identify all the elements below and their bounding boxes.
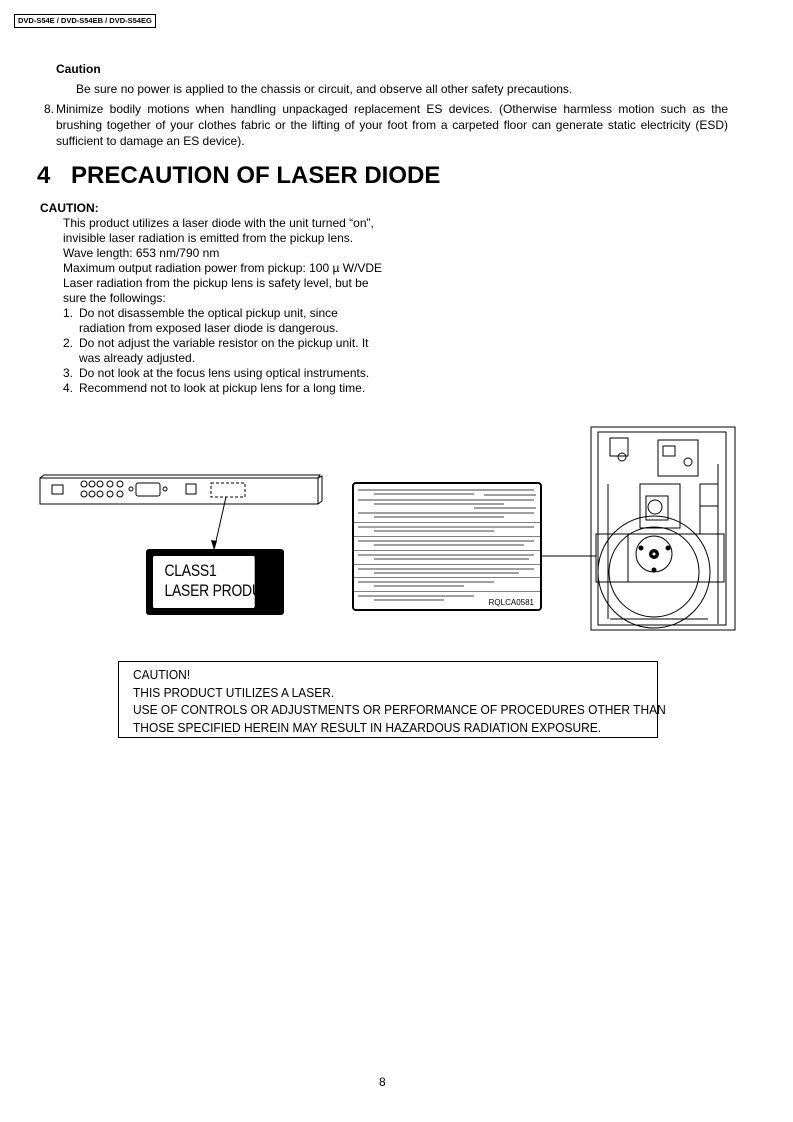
laser-caution-body [63, 216, 383, 396]
section-number: 4 [37, 162, 51, 189]
item-text: Do not look at the focus lens using optical instruments. [79, 366, 370, 380]
warning-line: CAUTION! [133, 667, 191, 682]
item-text: Recommend not to look at pickup lens for a long time. [79, 381, 366, 395]
list-item [63, 381, 383, 396]
item-number: 4. [63, 381, 74, 395]
item-number: 3. [63, 366, 74, 380]
body-line: Laser radiation from the pickup lens is safety level, but be sure the followings: [63, 276, 369, 305]
label-line: CLASS1 [164, 561, 217, 580]
body-line: Wave length: 653 nm/790 nm [63, 246, 220, 260]
page-number: 8 [379, 1075, 386, 1089]
warning-line: THIS PRODUCT UTILIZES A LASER. [133, 684, 335, 700]
body-line: Maximum output radiation power from pickup: 100 µ W/VDE [63, 261, 383, 275]
rear-panel-drawing [36, 474, 326, 554]
item-number: 1. [63, 306, 74, 320]
warning-line: THOSE SPECIFIED HEREIN MAY RESULT IN HAZARDOUS RADIATION EXPOSURE. [133, 719, 602, 735]
drive-mechanism-drawing [588, 424, 740, 634]
section-title [37, 162, 440, 190]
item-text: Minimize bodily motions when handling unpackaged replacement ES devices. (Otherwise harmless motion such as the brushing together of your clothes fabric or the lifting of your foot from a carpeted floor can generate static electricity (ESD) sufficient to damage an ES device). [56, 102, 728, 148]
label-line: LASER PRODUCT [164, 581, 280, 600]
list-item-8 [44, 101, 728, 149]
caution-heading: Caution [56, 62, 101, 76]
list-item [63, 306, 383, 336]
item-text: Do not disassemble the optical pickup unit, since radiation from exposed laser diode is dangerous. [79, 306, 339, 335]
warning-label-fineprint [354, 484, 540, 609]
caution-text: Be sure no power is applied to the chassis or circuit, and observe all other safety precautions. [76, 82, 573, 96]
multilingual-warning-label [352, 482, 542, 611]
model-header: DVD-S54E / DVD-S54EB / DVD-S54EG [14, 14, 156, 28]
label-code: RQLCA0581 [488, 598, 534, 607]
item-number: 2. [63, 336, 74, 350]
laser-warning-box [118, 661, 666, 738]
body-line: This product utilizes a laser diode with the unit turned “on”, invisible laser radiation is emitted from the pickup lens. [63, 216, 374, 245]
item-number: 8. [44, 102, 55, 116]
item-text: Do not adjust the variable resistor on the pickup unit. It was already adjusted. [79, 336, 369, 365]
list-item [63, 366, 383, 381]
warning-line: USE OF CONTROLS OR ADJUSTMENTS OR PERFORMANCE OF PROCEDURES OTHER THAN [133, 702, 666, 717]
class1-laser-label [146, 549, 284, 615]
caution-list [63, 306, 383, 396]
list-item [63, 336, 383, 366]
section-title-text: PRECAUTION OF LASER DIODE [71, 162, 441, 189]
laser-caution-heading: CAUTION: [40, 201, 99, 215]
